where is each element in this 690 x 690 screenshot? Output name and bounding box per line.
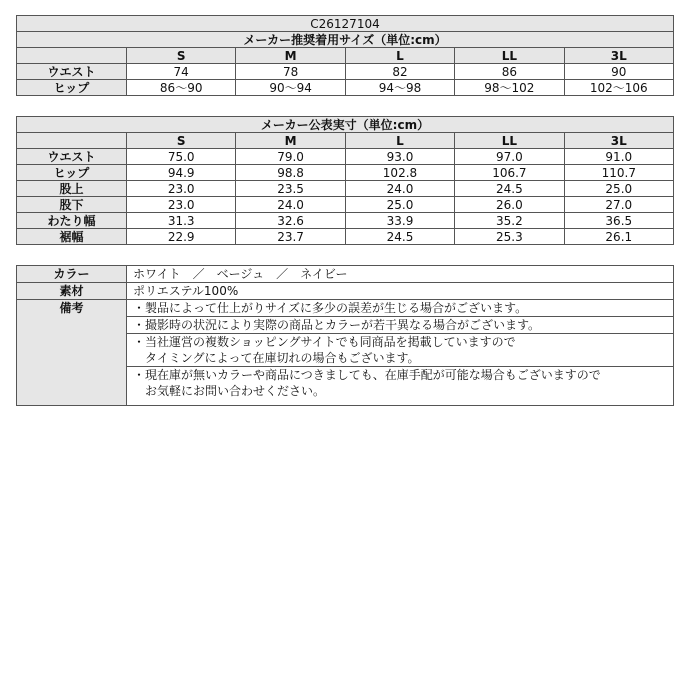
table-row bbox=[17, 213, 674, 229]
table-cell: 93.0 bbox=[345, 149, 454, 165]
row-label: わたり幅 bbox=[17, 213, 127, 229]
table-cell: 98〜102 bbox=[455, 80, 564, 96]
table-row bbox=[17, 149, 674, 165]
row-label: 裾幅 bbox=[17, 229, 127, 245]
table-cell: 86 bbox=[455, 64, 564, 80]
recommended-size-table bbox=[16, 15, 674, 96]
notes-cell bbox=[127, 300, 674, 406]
size-header: L bbox=[345, 48, 454, 64]
table-row bbox=[17, 197, 674, 213]
size-header: M bbox=[236, 48, 345, 64]
table-cell: 26.1 bbox=[564, 229, 673, 245]
notes-label: 備考 bbox=[17, 300, 127, 406]
table-cell: 27.0 bbox=[564, 197, 673, 213]
size-header: M bbox=[236, 133, 345, 149]
table-cell: 94.9 bbox=[127, 165, 236, 181]
color-value: ホワイト ／ ベージュ ／ ネイビー bbox=[127, 266, 674, 283]
recommended-title: メーカー推奨着用サイズ（単位:cm） bbox=[17, 32, 674, 48]
table-cell: 106.7 bbox=[455, 165, 564, 181]
table-cell: 75.0 bbox=[127, 149, 236, 165]
row-label: ウエスト bbox=[17, 149, 127, 165]
product-code: C26127104 bbox=[17, 16, 674, 32]
table-cell: 97.0 bbox=[455, 149, 564, 165]
table-cell: 78 bbox=[236, 64, 345, 80]
table-cell: 90 bbox=[564, 64, 673, 80]
table-cell: 31.3 bbox=[127, 213, 236, 229]
table-cell: 25.3 bbox=[455, 229, 564, 245]
actual-size-table bbox=[16, 116, 674, 245]
table-cell: 24.5 bbox=[455, 181, 564, 197]
table-cell: 110.7 bbox=[564, 165, 673, 181]
table-row bbox=[17, 300, 674, 406]
size-header: LL bbox=[455, 133, 564, 149]
table-cell: 25.0 bbox=[564, 181, 673, 197]
size-header: LL bbox=[455, 48, 564, 64]
row-label: ウエスト bbox=[17, 64, 127, 80]
color-label: カラー bbox=[17, 266, 127, 283]
table-row bbox=[17, 64, 674, 80]
size-header: 3L bbox=[564, 133, 673, 149]
size-header: S bbox=[127, 48, 236, 64]
product-info-table bbox=[16, 265, 674, 406]
table-cell: 24.5 bbox=[345, 229, 454, 245]
table-cell: 22.9 bbox=[127, 229, 236, 245]
row-label: 股上 bbox=[17, 181, 127, 197]
size-header: 3L bbox=[564, 48, 673, 64]
table-row bbox=[17, 165, 674, 181]
note-line: ・当社運営の複数ショッピングサイトでも同商品を掲載していますので bbox=[133, 335, 516, 349]
table-cell: 32.6 bbox=[236, 213, 345, 229]
table-cell: 33.9 bbox=[345, 213, 454, 229]
table-cell: 23.0 bbox=[127, 197, 236, 213]
size-header: L bbox=[345, 133, 454, 149]
material-value: ポリエステル100% bbox=[127, 283, 674, 300]
note-line: ・製品によって仕上がりサイズに多少の誤差が生じる場合がございます。 bbox=[127, 300, 673, 317]
table-cell: 23.0 bbox=[127, 181, 236, 197]
row-label: ヒップ bbox=[17, 80, 127, 96]
table-cell: 90〜94 bbox=[236, 80, 345, 96]
size-header: S bbox=[127, 133, 236, 149]
table-cell: 23.5 bbox=[236, 181, 345, 197]
table-cell: 98.8 bbox=[236, 165, 345, 181]
table-cell: 94〜98 bbox=[345, 80, 454, 96]
note-line: タイミングによって在庫切れの場合もございます。 bbox=[127, 350, 673, 367]
actual-title: メーカー公表実寸（単位:cm） bbox=[17, 117, 674, 133]
table-cell: 24.0 bbox=[236, 197, 345, 213]
table-row bbox=[17, 181, 674, 197]
row-label: 股下 bbox=[17, 197, 127, 213]
table-cell: 26.0 bbox=[455, 197, 564, 213]
table-cell: 102〜106 bbox=[564, 80, 673, 96]
table-cell: 35.2 bbox=[455, 213, 564, 229]
table-cell: 23.7 bbox=[236, 229, 345, 245]
table-row bbox=[17, 266, 674, 283]
corner-cell bbox=[17, 133, 127, 149]
table-cell: 25.0 bbox=[345, 197, 454, 213]
material-label: 素材 bbox=[17, 283, 127, 300]
corner-cell bbox=[17, 48, 127, 64]
row-label: ヒップ bbox=[17, 165, 127, 181]
table-cell: 36.5 bbox=[564, 213, 673, 229]
table-row bbox=[17, 80, 674, 96]
table-cell: 102.8 bbox=[345, 165, 454, 181]
table-row bbox=[17, 283, 674, 300]
note-line: ・撮影時の状況により実際の商品とカラーが若干異なる場合がございます。 bbox=[127, 317, 673, 334]
table-row bbox=[17, 229, 674, 245]
table-cell: 24.0 bbox=[345, 181, 454, 197]
table-cell: 91.0 bbox=[564, 149, 673, 165]
note-line: ・現在庫が無いカラーや商品につきましても、在庫手配が可能な場合もございますので bbox=[133, 368, 601, 382]
table-cell: 86〜90 bbox=[127, 80, 236, 96]
note-line: お気軽にお問い合わせください。 bbox=[133, 384, 326, 398]
table-cell: 74 bbox=[127, 64, 236, 80]
table-cell: 79.0 bbox=[236, 149, 345, 165]
table-cell: 82 bbox=[345, 64, 454, 80]
